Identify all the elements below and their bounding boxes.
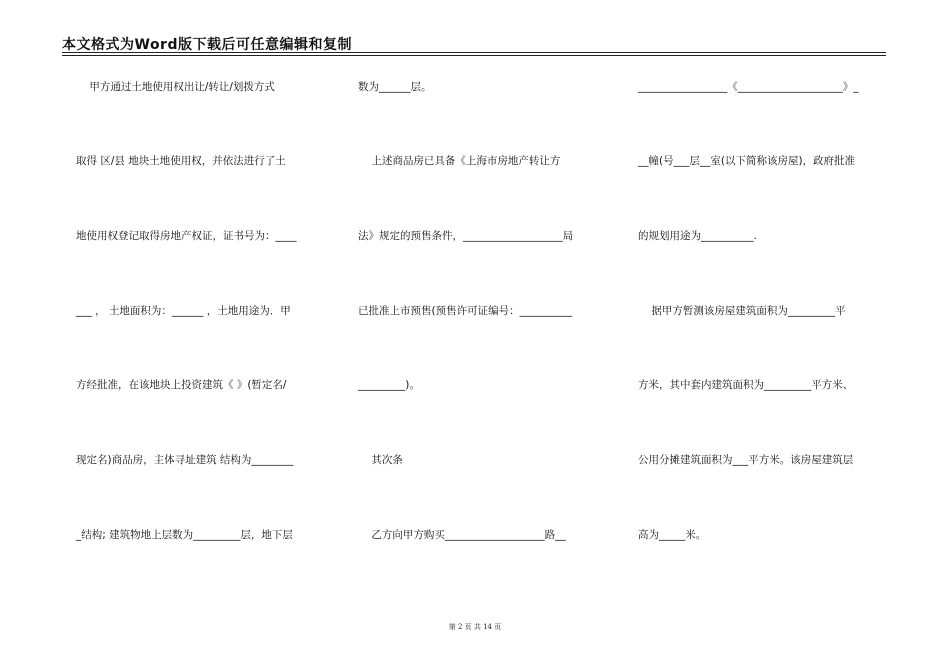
text-line: 取得 区/县 地块土地使用权，并依法进行了土 — [76, 155, 286, 167]
text-line: 已批准上市预售(预售许可证编号：__________ — [358, 305, 573, 317]
text-line: ___ ， 土地面积为：______ ，土地用途为．甲 — [76, 305, 291, 317]
text-line: 公用分摊建筑面积为___平方米。该房屋建筑层 — [638, 454, 854, 466]
text-line: 数为______层。 — [358, 81, 432, 93]
page-footer: 第 2 页 共 14 页 — [448, 623, 502, 631]
document-header-title: 本文格式为Word版下载后可任意编辑和复制 — [62, 37, 352, 53]
text-line: 据甲方暂测该房屋建筑面积为_________平 — [638, 305, 846, 317]
text-line: 方经批准，在该地块上投资建筑《 》(暂定名/ — [76, 379, 287, 391]
text-line: 乙方向甲方购买___________________路__ — [358, 529, 566, 541]
text-line: _________________《____________________》_ — [638, 81, 859, 93]
text-line: 甲方通过土地使用权出让/转让/划拨方式 — [76, 81, 275, 93]
text-column-middle — [358, 0, 608, 672]
text-line: 方米，其中套内建筑面积为_________平方米、 — [638, 379, 854, 391]
text-line: 高为_____米。 — [638, 529, 707, 541]
text-line: 上述商品房已具备《上海市房地产转让方 — [358, 155, 561, 167]
text-line: 其次条 — [358, 454, 403, 466]
text-line: __幢(号___层__室(以下简称该房屋)，政府批准 — [638, 155, 856, 167]
text-column-right — [638, 0, 888, 672]
text-column-left — [76, 0, 326, 672]
text-line: _结构; 建筑物地上层数为_________层，地下层 — [76, 529, 293, 541]
text-line: 地使用权登记取得房地产权证，证书号为：____ — [76, 230, 297, 242]
text-line: 的规划用途为__________. — [638, 230, 757, 242]
text-line: 法》规定的预售条件，___________________局 — [358, 230, 574, 242]
text-line: _________)。 — [358, 379, 420, 391]
text-line: 现定名)商品房，主体寻址建筑 结构为________ — [76, 454, 294, 466]
